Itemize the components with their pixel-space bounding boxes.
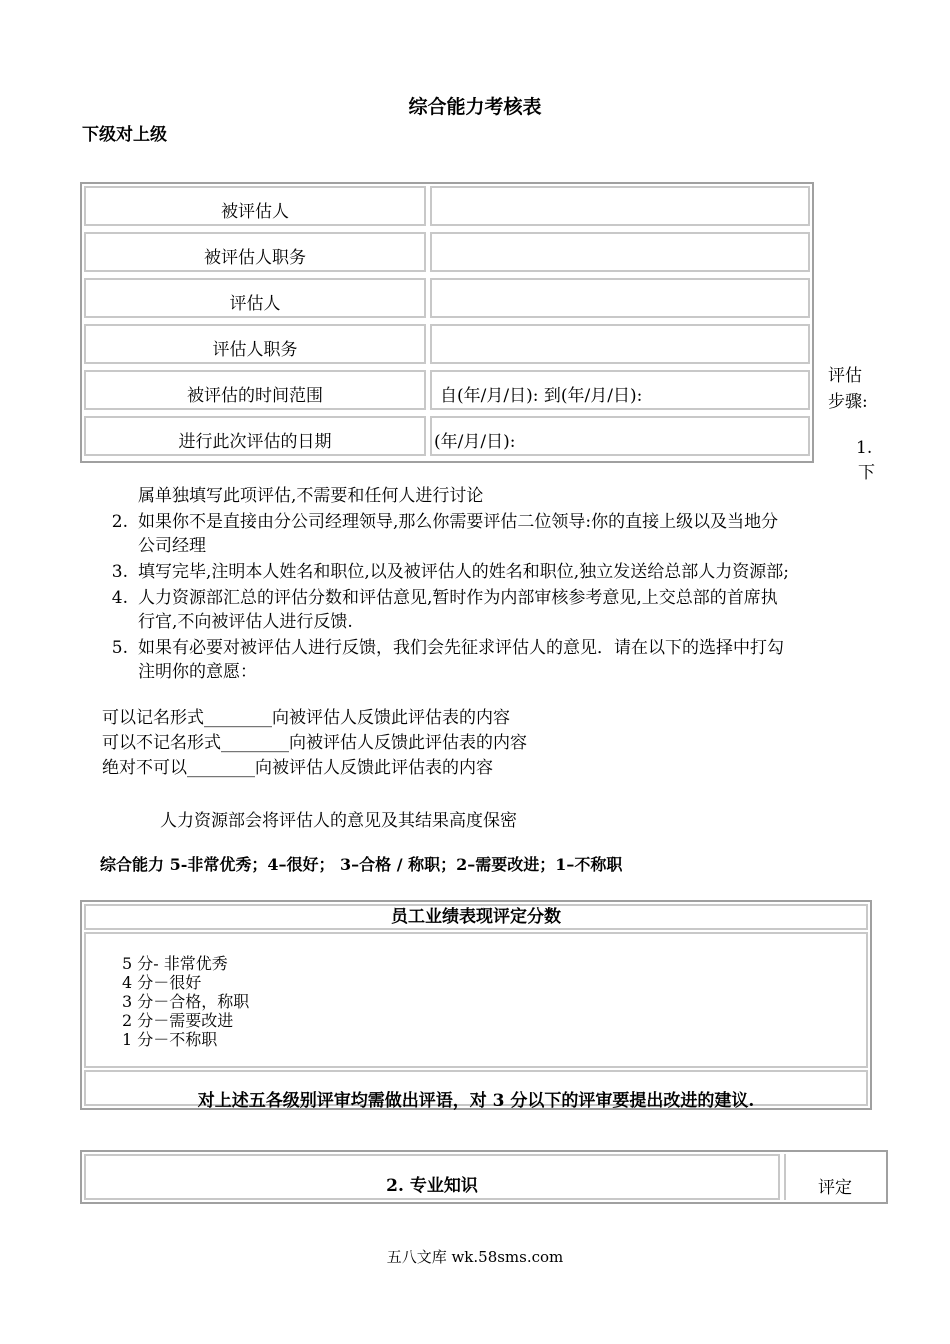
step-text-fragment: 下: [858, 463, 875, 483]
score-level-2: 2 分－需要改进: [122, 1011, 234, 1030]
evaluation-date-field[interactable]: (年/月/日):: [430, 416, 810, 456]
table-row: [84, 232, 810, 276]
option-never[interactable]: 绝对不可以________向被评估人反馈此评估表的内容: [102, 758, 493, 778]
step-number: 1.: [856, 438, 873, 458]
table-header: 员工业绩表现评定分数: [84, 904, 868, 930]
score-level-3: 3 分－合格，称职: [122, 992, 250, 1011]
time-range-field[interactable]: 自(年/月/日): 到(年/月/日):: [430, 370, 810, 410]
steps-list: 属单独填写此项评估,不需要和任何人进行讨论 2. 如果你不是直接由分公司经理领导,那么你需要评估二位领导:你的直接上级以及当地分 公司经理 3. 填写完毕,注明本人姓名和职位,以及被评估人的姓名和职位,独立发送给总部人力资源部; 4. 人力资源部汇总的评估分数和评估意见,暂时作为内部审核参考意见,上交总部的首席执 行官,不向被评估人进行反馈. 5. 如果有必要对被评估人进行反馈，我们会先征求评估人的意见．请在以下的选择中打勾 注明你的意愿：: [111, 486, 789, 682]
rating-scale-line: 综合能力 5-非常优秀；4–很好； 3–合格 / 称职；2–需要改进；1–不称职: [100, 855, 623, 874]
label-cell: 被评估人职务: [84, 232, 426, 272]
score-level-5: 5 分- 非常优秀: [122, 954, 228, 973]
steps-heading-line1: 评估: [828, 366, 862, 386]
label-cell: 被评估的时间范围: [84, 370, 426, 410]
evaluatee-position-field[interactable]: [430, 232, 810, 272]
score-level-4: 4 分－很好: [122, 973, 202, 992]
label-cell: 被评估人: [84, 186, 426, 226]
section-title-cell: 2. 专业知识: [84, 1154, 780, 1200]
rating-cell[interactable]: 评定: [784, 1154, 884, 1200]
page-title: 综合能力考核表: [408, 96, 542, 118]
evaluatee-field[interactable]: [430, 186, 810, 226]
evaluator-position-field[interactable]: [430, 324, 810, 364]
table-row: [84, 324, 810, 368]
evaluator-field[interactable]: [430, 278, 810, 318]
table-row: [84, 416, 810, 460]
score-levels-cell: [84, 932, 868, 1068]
table-row: [84, 186, 810, 230]
score-level-list: [122, 954, 249, 1049]
page-footer: 五八文库 wk.58sms.com: [386, 1248, 564, 1266]
steps-heading-line2: 步骤:: [828, 392, 868, 412]
evaluation-info-table: [80, 182, 814, 463]
score-table-note: 对上述五各级别评审均需做出评语，对 3 分以下的评审要提出改进的建议.: [84, 1070, 868, 1106]
option-anonymous[interactable]: 可以不记名形式________向被评估人反馈此评估表的内容: [102, 733, 527, 753]
option-named[interactable]: 可以记名形式________向被评估人反馈此评估表的内容: [102, 708, 510, 728]
label-cell: 进行此次评估的日期: [84, 416, 426, 456]
page-subtitle: 下级对上级: [82, 125, 167, 145]
professional-knowledge-table: [80, 1150, 888, 1204]
table-row: [84, 370, 810, 414]
score-definition-table: [80, 900, 872, 1110]
label-cell: 评估人职务: [84, 324, 426, 364]
table-row: [84, 278, 810, 322]
label-cell: 评估人: [84, 278, 426, 318]
score-level-1: 1 分－不称职: [122, 1030, 218, 1049]
confidentiality-note: 人力资源部会将评估人的意见及其结果高度保密: [160, 811, 517, 831]
